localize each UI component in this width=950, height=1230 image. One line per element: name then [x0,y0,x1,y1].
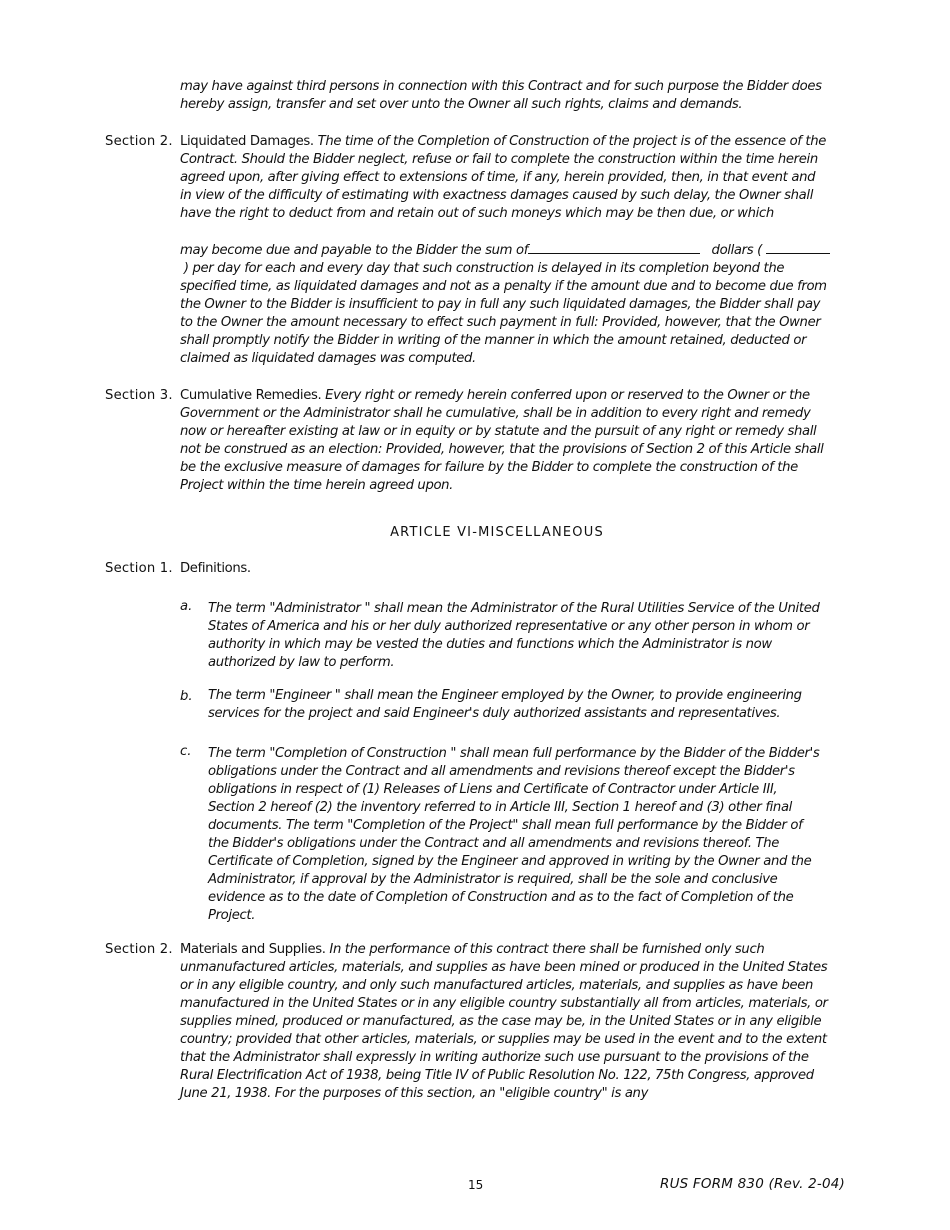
definition-b-text: The term "Engineer " shall mean the Engineer employed by the Owner, to provide engineering services for the project and said Engineer's duly authorized assistants and representatives. [208,688,802,721]
definition-c-letter: c. [180,744,192,759]
definitions-section-label: Section 1. [105,561,173,576]
materials-paragraph [180,941,830,1103]
page-number: 15 [468,1178,484,1192]
section-3-title: Cumulative Remedies. [180,388,322,403]
definition-a-text: The term "Administrator " shall mean the Administrator of the Rural Utilities Service of the United States of America and his or her duly authorized representative or any other person in whom or authority in which may be vested the duties and functions which the Administrator is now authorized by law to perform. [208,601,820,670]
sum-blank-line [528,241,700,254]
section-3-label: Section 3. [105,388,173,403]
definitions-title: Definitions. [180,561,251,576]
definition-c-text: The term "Completion of Construction " shall mean full performance by the Bidder of the Bidder's obligations under the Contract and all amendments and revisions thereof except the Bidder's obligations in respect of (1) Releases of Liens and Certificate of Contractor under Article III, Section 2 hereof (2) the inventory referred to in Article III, Section 1 hereof and (3) other final documents. The term "Completion of the Project" shall mean full performance by the Bidder of the Bidder's obligations under the Contract and all amendments and revisions thereof. The Certificate of Completion, signed by the Engineer and approved in writing by the Owner and the Administrator, if approval by the Administrator is required, shall be the sole and conclusive evidence as to the date of Completion of Construction and as to the fact of Completion of the Project. [208,746,820,923]
materials-title: Materials and Supplies. [180,942,326,957]
section-2-liquidated-damages-paragraph [180,133,830,223]
section-2-title: Liquidated Damages. [180,134,314,149]
section-2-label: Section 2. [105,134,173,149]
form-identifier: RUS FORM 830 (Rev. 2-04) [660,1176,846,1192]
materials-text: In the performance of this contract there shall be furnished only such unmanufactured articles, materials, and supplies as have been mined or produced in the United States or in any eligible country, and only such manufactured articles, materials, and supplies as have been manufactured in the United States or in any eligible country substantially all from articles, materials, or supplies mined, produced or manufactured, as the case may be, in the United States or in any eligible country; provided that other articles, materials, or supplies may be used in the event and to the extent that the Administrator shall expressly in writing authorize such use pursuant to the provisions of the Rural Electrification Act of 1938, being Title IV of Public Resolution No. 122, 75th Congress, approved June 21, 1938. For the purposes of this section, an "eligible country" is any [180,942,828,1101]
materials-section-label: Section 2. [105,942,173,957]
section-3-text: Every right or remedy herein conferred upon or reserved to the Owner or the Government or the Administrator shall he cumulative, shall be in addition to every right and remedy now or hereafter existing at law or in equity or by statute and the pursuit of any right or remedy shall not be construed as an election: Provided, however, that the provisions of Section 2 of this Article shall be the exclusive measure of damages for failure by the Bidder to complete the construction of the Project within the time herein agreed upon. [180,388,824,493]
section-2-text: The time of the Completion of Construction of the project is of the essence of the Contract. Should the Bidder neglect, refuse or fail to complete the construction within the time herein agreed upon, after giving effect to extensions of time, if any, herein provided, then, in that event and in view of the difficulty of estimating with exactness damages caused by such delay, the Owner shall have the right to deduct from and retain out of such moneys which may be then due, or which [180,134,827,221]
continuation-paragraph: may have against third persons in connection with this Contract and for such purpose the Bidder does hereby assign, transfer and set over unto the Owner all such rights, claims and demands. [180,79,822,112]
definition-b-letter: b. [180,689,193,704]
liquidated-rest-text: per day for each and every day that such construction is delayed in its completion beyond the specified time, as liquidated damages and not as a penalty if the amount due and to become due from the Owner to the Bidder is insufficient to pay in full any such liquidated damages, the Bidder shall pay to the Owner the amount necessary to effect such payment in full: Provided, however, that the Owner shall promptly notify the Bidder in writing of the manner in which the amount retained, deducted or claimed as liquidated damages was computed. [180,261,827,366]
section-3-cumulative-paragraph [180,387,830,495]
dollars-label: dollars ( [711,243,762,258]
close-paren: ) [183,261,189,276]
definition-a-letter: a. [180,599,193,614]
section-2-continued-paragraph [180,241,830,368]
article-heading: ARTICLE VI-MISCELLANEOUS [390,525,604,540]
dollars-blank-line [766,241,830,254]
sum-text: may become due and payable to the Bidder the sum of [180,243,529,258]
